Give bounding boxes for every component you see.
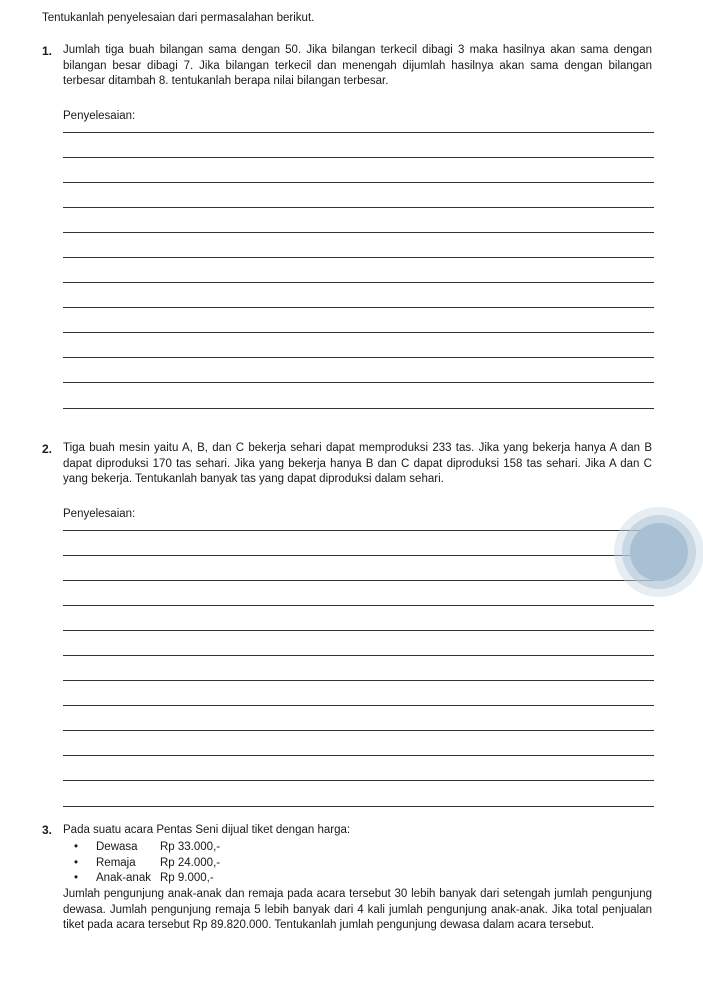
answer-line — [63, 157, 654, 158]
price-item-remaja — [63, 856, 220, 872]
question-3-text-continued: Jumlah pengunjung anak-anak dan remaja pada acara tersebut 30 lebih banyak dari setengah jumlah pengunjung dewasa. Jumlah pengunjung remaja 5 lebih banyak dari 4 kali jumlah pengunjung anak-anak. Jika total penjualan tiket pada acara tersebut Rp 89.820.000. Tentukanlah jumlah pengunjung dewasa dalam acara tersebut. — [63, 888, 652, 931]
answer-line — [63, 655, 654, 656]
answer-line — [63, 530, 654, 531]
answer-line — [63, 730, 654, 731]
question-1-text: Jumlah tiga buah bilangan sama dengan 50. Jika bilangan terkecil dibagi 3 maka hasilnya akan sama dengan bilangan besar dibagi 7. Jika bilangan terkecil dan menengah dijumlah hasilnya akan sama dengan bilangan terbesar ditambah 8. tentukanlah berapa nilai bilangan terbesar. — [63, 44, 652, 87]
answer-line — [63, 806, 654, 807]
answer-line — [63, 182, 654, 183]
answer-line — [63, 357, 654, 358]
intro-text: Tentukanlah penyelesaian dari permasalahan berikut. — [42, 12, 315, 24]
answer-line — [63, 332, 654, 333]
question-2-solution-label: Penyelesaian: — [63, 508, 136, 520]
price-item-dewasa — [63, 840, 220, 856]
answer-line — [63, 132, 654, 133]
question-1-solution-label: Penyelesaian: — [63, 110, 136, 122]
answer-line — [63, 207, 654, 208]
question-1-number: 1. — [42, 44, 53, 58]
answer-line — [63, 680, 654, 681]
floating-action-button[interactable] — [630, 523, 688, 581]
answer-line — [63, 580, 654, 581]
question-2-text: Tiga buah mesin yaitu A, B, dan C bekerja sehari dapat memproduksi 233 tas. Jika yang bekerja hanya A dan B dapat diproduksi 170 tas sehari. Jika yang bekerja hanya B dan C dapat diproduksi 158 tas sehari. Jika A dan C yang bekerja. Tentukanlah banyak tas yang dapat diproduksi dalam sehari. — [63, 442, 652, 485]
question-2-number: 2. — [42, 442, 53, 456]
answer-line — [63, 780, 654, 781]
price-item-name: Remaja — [96, 856, 136, 869]
question-3-number: 3. — [42, 823, 53, 837]
price-item-value: Rp 33.000,- — [160, 841, 221, 853]
answer-line — [63, 705, 654, 706]
price-item-anak-anak — [63, 871, 220, 887]
answer-line — [63, 232, 654, 233]
answer-line — [63, 630, 654, 631]
answer-line — [63, 307, 654, 308]
answer-line — [63, 408, 654, 409]
answer-line — [63, 555, 654, 556]
answer-line — [63, 755, 654, 756]
price-item-name: Dewasa — [96, 841, 138, 853]
bullet-icon: • — [74, 841, 79, 853]
price-item-value: Rp 24.000,- — [160, 856, 221, 869]
ticket-price-list — [63, 840, 220, 887]
answer-line — [63, 257, 654, 258]
question-3-text: Pada suatu acara Pentas Seni dijual tiket dengan harga: — [63, 824, 351, 836]
bullet-icon: • — [74, 856, 79, 869]
price-item-name: Anak-anak — [96, 872, 151, 884]
answer-line — [63, 605, 654, 606]
answer-line — [63, 382, 654, 383]
bullet-icon: • — [74, 872, 79, 884]
answer-line — [63, 282, 654, 283]
price-item-value: Rp 9.000,- — [160, 872, 214, 884]
